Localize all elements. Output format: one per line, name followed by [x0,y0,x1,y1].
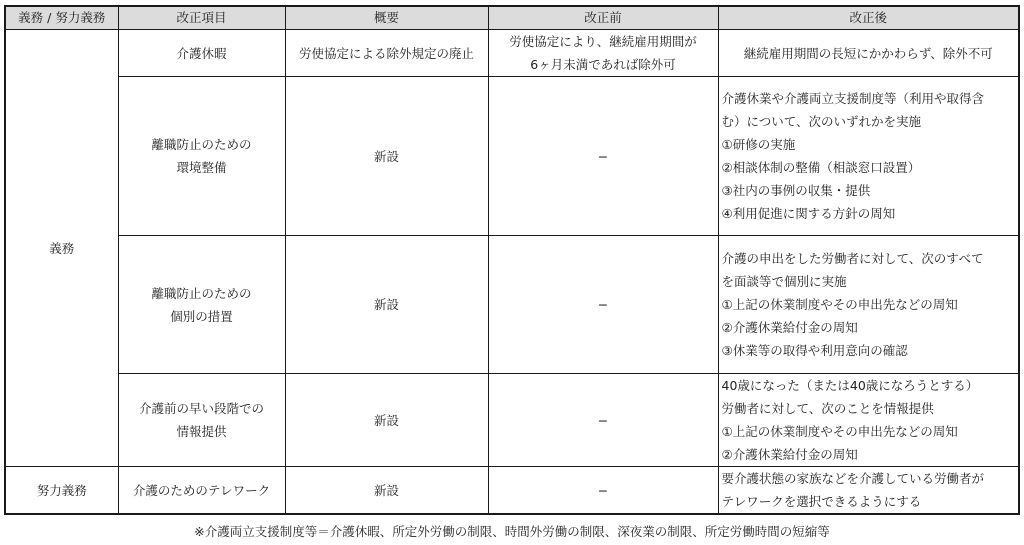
cell-line: ①上記の休業制度やその申出先などの周知 [721,297,958,312]
cell-overview: 新設 [285,374,488,467]
footnote: ※介護両立支援制度等＝介護休暇、所定外労働の制限、時間外労働の制限、深夜業の制限、所定労働時間の短縮等 [194,524,830,539]
cell-line: − [597,412,609,428]
cell-item [118,467,285,515]
cell-item [118,30,285,77]
cell-line: 個別の措置 [170,308,233,324]
cell-item [118,236,285,374]
cell-line: 介護休業や介護両立支援制度等（利用や取得含 [721,91,985,106]
cell-line: ①上記の休業制度やその申出先などの周知 [721,424,958,439]
cell-line: を面談等で個別に実施 [721,274,847,289]
cell-after [718,467,1019,515]
cell-line: 要介護状態の家族などを介護している労働者が [721,471,985,486]
cell-overview: 新設 [285,236,488,374]
cell-line: 離職防止のための [151,137,252,152]
header-overview: 概要 [285,6,488,30]
cell-before [488,30,718,77]
cell-line: 環境整備 [176,160,227,175]
revision-table [4,5,1020,515]
cell-after [718,374,1019,467]
cell-item [118,77,285,236]
header-before: 改正前 [488,6,718,30]
cell-overview: 新設 [285,77,488,236]
cell-item [118,374,285,467]
header-row [5,6,1019,30]
cell-line: 労働者に対して、次のことを情報提供 [721,401,934,416]
cell-line: − [597,148,609,164]
group-effort: 努力義務 [5,467,118,515]
cell-overview: 労使協定による除外規定の廃止 [285,30,488,77]
revision-table-container [4,5,1018,515]
cell-before [488,374,718,467]
cell-line: テレワークを選択できるようにする [721,494,922,509]
header-after: 改正後 [718,6,1019,30]
cell-line: ③休業等の取得や利用意向の確認 [721,343,908,358]
table-row [5,374,1019,467]
cell-overview: 新設 [285,467,488,515]
cell-before [488,236,718,374]
cell-after [718,30,1019,77]
cell-after [718,77,1019,236]
header-obligation: 義務 / 努力義務 [5,6,118,30]
cell-line: ③社内の事例の収集・提供 [721,183,871,198]
cell-line: ②介護休業給付金の周知 [721,447,858,462]
cell-line: ④利用促進に関する方針の周知 [721,206,896,221]
cell-line: 離職防止のための [151,285,252,301]
cell-line: 6ヶ月未満であれば除外可 [530,57,676,72]
cell-line: − [597,297,609,312]
group-mandatory: 義務 [5,30,118,467]
table-row [5,30,1019,77]
cell-before [488,467,718,515]
cell-line: む）について、次のいずれかを実施 [721,114,922,129]
cell-line: 40歳になった（または40歳になろうとする） [721,378,979,393]
cell-line: ②相談体制の整備（相談窓口設置） [721,160,921,175]
cell-line: 労使協定により、継続雇用期間が [509,34,697,49]
table-row [5,236,1019,374]
table-row [5,467,1019,515]
cell-line: ②介護休業給付金の周知 [721,320,858,335]
table-row [5,77,1019,236]
cell-after [718,236,1019,374]
cell-line: 介護休暇 [176,45,227,61]
header-item: 改正項目 [118,6,285,30]
cell-line: 継続雇用期間の長短にかかわらず、除外不可 [743,45,993,61]
cell-before [488,77,718,236]
cell-line: 介護前の早い段階での [138,401,264,416]
cell-line: 介護の申出をした労働者に対して、次のすべて [721,251,984,266]
cell-line: ①研修の実施 [721,137,796,152]
cell-line: 情報提供 [176,424,227,439]
cell-line: 介護のためのテレワーク [132,482,271,498]
cell-line: − [597,482,609,498]
